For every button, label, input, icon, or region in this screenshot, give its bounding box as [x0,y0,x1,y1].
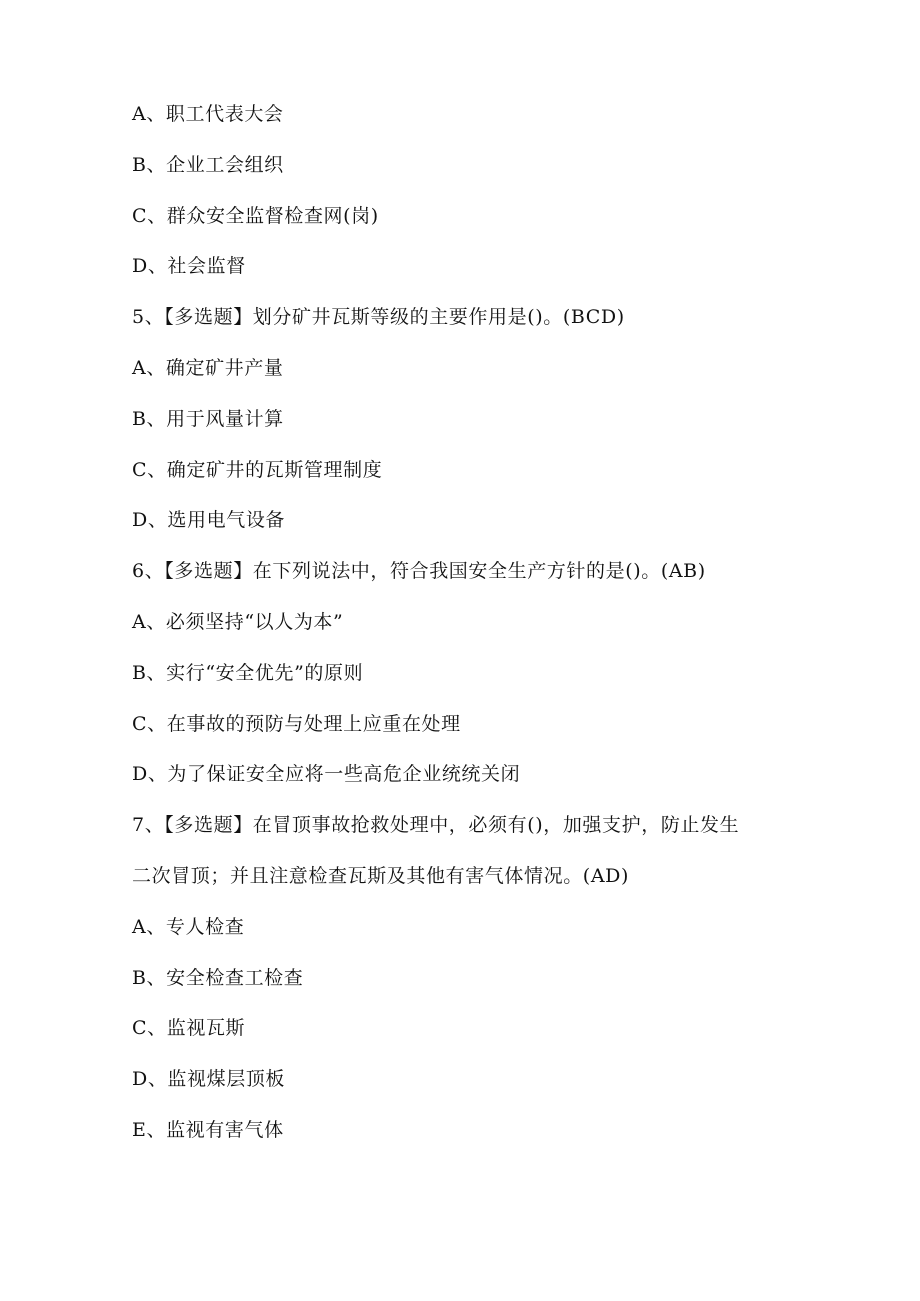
option-line: B、用于风量计算 [132,407,284,430]
option-line: E、监视有害气体 [132,1118,284,1141]
option-line: A、确定矿井产量 [132,356,284,379]
option-line: C、监视瓦斯 [132,1017,246,1040]
question-list [132,97,792,1164]
option-line: B、实行“安全优先”的原则 [132,661,364,684]
option-line: C、在事故的预防与处理上应重在处理 [132,712,461,735]
option-line: A、必须坚持“以人为本” [132,610,344,633]
option-line: D、社会监督 [132,255,246,278]
question-line: 7、【多选题】在冒顶事故抢救处理中，必须有()，加强支护，防止发生 [132,814,740,837]
question-continuation-line: 二次冒顶；并且注意检查瓦斯及其他有害气体情况。(AD) [132,864,629,887]
option-line: A、职工代表大会 [132,103,284,125]
question-line: 5、【多选题】划分矿井瓦斯等级的主要作用是()。(BCD) [132,306,625,329]
option-line: B、企业工会组织 [132,153,284,176]
option-line: C、群众安全监督检查网(岗) [132,204,379,227]
option-line: D、选用电气设备 [132,509,286,532]
option-line: D、为了保证安全应将一些高危企业统统关闭 [132,763,521,786]
option-line: D、监视煤层顶板 [132,1068,286,1091]
question-line: 6、【多选题】在下列说法中，符合我国安全生产方针的是()。(AB) [132,560,706,583]
option-line: A、专人检查 [132,915,245,938]
option-line: C、确定矿井的瓦斯管理制度 [132,458,383,481]
option-line: B、安全检查工检查 [132,966,304,989]
